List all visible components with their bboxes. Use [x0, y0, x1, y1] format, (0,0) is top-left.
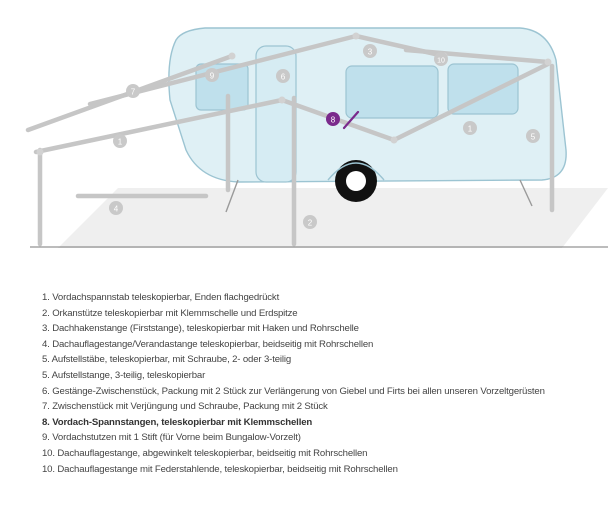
marker-9: [205, 68, 219, 82]
joint: [353, 33, 360, 40]
joint: [279, 97, 286, 104]
marker-label: 7: [130, 87, 136, 97]
marker-1a: [113, 134, 127, 148]
marker-3: [363, 44, 377, 58]
parts-legend: [42, 290, 545, 477]
marker-label: 2: [307, 218, 313, 228]
marker-label: 5: [530, 132, 536, 142]
caravan-door: [256, 46, 296, 182]
marker-label: 9: [209, 71, 215, 81]
legend-item: 7. Zwischenstück mit Verjüngung und Schraube, Packung mit 2 Stück: [42, 401, 328, 413]
legend-item: 6. Gestänge-Zwischenstück, Packung mit 2 Stück zur Verlängerung von Giebel und Firts bei allen unseren Vorzeltgerüsten: [42, 385, 545, 397]
marker-10: [434, 52, 448, 66]
marker-2: [303, 215, 317, 229]
marker-label: 6: [280, 72, 286, 82]
caravan-window-middle: [346, 66, 438, 118]
legend-item: 10. Dachauflagestange, abgewinkelt teleskopierbar, beidseitig mit Rohrschellen: [42, 447, 368, 459]
joint: [545, 59, 552, 66]
legend-item: 10. Dachauflagestange mit Federstahlende, teleskopierbar, beidseitig mit Rohrschellen: [42, 463, 398, 475]
marker-label: 10: [437, 57, 445, 65]
legend-item: 2. Orkanstütze teleskopierbar mit Klemmschelle und Erdspitze: [42, 307, 298, 319]
legend-item: 5. Aufstellstange, 3-teilig, teleskopierbar: [42, 369, 206, 381]
joint: [391, 137, 398, 144]
legend-item: 9. Vordachstutzen mit 1 Stift (für Vorne beim Bungalow-Vorzelt): [42, 432, 301, 444]
marker-label: 4: [113, 204, 119, 214]
legend-item-highlighted: 8. Vordach-Spannstangen, teleskopierbar mit Klemmschellen: [42, 416, 313, 428]
marker-6: [276, 69, 290, 83]
marker-label: 1: [467, 124, 473, 134]
caravan-wheel-hub: [346, 171, 366, 191]
legend-item: 4. Dachauflagestange/Verandastange teleskopierbar, beidseitig mit Rohrschellen: [42, 338, 374, 350]
legend-item: 5. Aufstellstäbe, teleskopierbar, mit Schraube, 2- oder 3-teilig: [42, 354, 292, 366]
marker-label: 1: [117, 137, 123, 147]
marker-label: 3: [367, 47, 373, 57]
joint: [229, 53, 236, 60]
legend-item: 1. Vordachspannstab teleskopierbar, Enden flachgedrückt: [42, 292, 280, 303]
marker-4: [109, 201, 123, 215]
marker-1b: [463, 121, 477, 135]
marker-5: [526, 129, 540, 143]
legend-item: 3. Dachhakenstange (Firststange), teleskopierbar mit Haken und Rohrschelle: [42, 323, 359, 335]
marker-label: 8: [330, 115, 336, 125]
joint: [37, 149, 44, 156]
marker-7: [126, 84, 140, 98]
marker-8: [326, 112, 340, 126]
